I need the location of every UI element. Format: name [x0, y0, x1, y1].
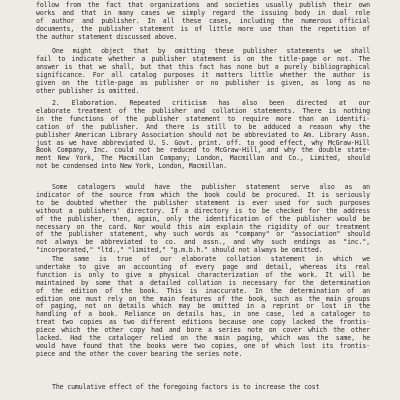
text-line: The same is true of our elaborate collation statement in which we: [52, 255, 370, 263]
text-line: the author statement discussed above.: [36, 32, 178, 41]
text-line: elaborate treatment of the publisher and collation statements. There is nothing: [36, 106, 370, 115]
text-line: answer is that we shall, but that this fact has none but a purely bibliographical: [36, 62, 370, 71]
text-line: indicator of the source from which the book could be procured. It is seriously: [36, 190, 370, 199]
text-line: 2. Elaboration. Repeated criticism has also been directed at our: [52, 99, 370, 107]
text-line: piece which the other copy had and bore a series note on cover which the other: [36, 326, 370, 335]
text-line: given on the title-page as publisher or no publisher is given, as long as no: [36, 78, 370, 87]
text-line: of the publisher, then, again, only the identification of the publisher would be: [36, 214, 370, 223]
text-line: One might object that by omitting these publisher statements we shall: [52, 47, 370, 55]
text-line: Book Company, Inc. could not be reduced to McGraw-Hill, and why the double state-: [36, 146, 370, 155]
text-line: fail to indicate whether a publisher statement is on the title-page or not. The: [36, 54, 370, 63]
paragraph: [36, 384, 370, 392]
text-line: in the functions of the publisher statement to require more than an identifi-: [36, 114, 370, 123]
text-line: cation of the publisher. And there is still to be adduced a reason why the: [36, 122, 370, 131]
text-line: follow from the fact that organizations and societies usually publish their own: [36, 1, 370, 9]
text-line: works and that in many cases we simply regard the issuing body in dual role: [36, 8, 370, 17]
paragraph: [36, 100, 370, 171]
text-line: The cumulative effect of the foregoing factors is to increase the cost: [52, 383, 320, 391]
paragraph: [36, 2, 370, 42]
text-line: ment New York, The Macmillan Company; London, Macmillan and Co., Limited, should: [36, 154, 370, 163]
text-line: just as we have abbreviated U. S. Govt. print. off. to good effect, why McGraw-Hill: [36, 138, 370, 147]
text-line: not always be abbreviated to co. and assn., and why such endings as "inc.",: [36, 238, 370, 247]
text-line: would have found that the books were two copies, one of which lost its frontis-: [36, 341, 370, 350]
text-line: to be doubted whether the publisher statement is ever used for such purposes: [36, 198, 370, 207]
text-line: Some catalogers would have the publisher statement serve also as an: [52, 183, 370, 191]
text-line: of paging, not on details which may be omitted in a reprint or lost in the: [36, 302, 370, 311]
text-line: lacked. Had the cataloger relied on the main paging, which was the same, he: [36, 334, 370, 343]
text-line: without a publishers' directory. If a directory is to be checked for the address: [36, 206, 370, 215]
text-line: significance. For all catalog purposes it matters little whether the author is: [36, 70, 370, 79]
text-line: of author and publisher. In all these cases, including the numerous official: [36, 16, 370, 25]
text-line: of the publisher statement, why such words as "company" or "association" should: [36, 230, 370, 239]
text-line: undertake to give an accounting of every page and detail, whereas its real: [36, 262, 370, 271]
text-line: necessary on the card. Nor would this aim explain the rigidity of our treatment: [36, 222, 370, 231]
text-line: other publisher is omitted.: [36, 86, 140, 95]
paragraph: [36, 48, 370, 95]
text-line: not be condensed into New York, London, Macmillan.: [36, 162, 227, 171]
paragraph: [36, 256, 370, 359]
paragraph: [36, 184, 370, 255]
text-line: handling of a book. Reliance on details has, in one case, led a cataloger to: [36, 310, 370, 319]
text-line: edition one must rely on the main features of the book, such as the main groups: [36, 294, 370, 303]
text-line: treat two copies as two different editions because one copy lacked the frontis-: [36, 318, 370, 327]
text-line: maintained by some that a detailed collation is necessary for the determination: [36, 278, 370, 287]
text-line: of the edition of the book. This is inaccurate. In the determination of an: [36, 286, 370, 295]
text-line: "incorporated," "ltd.," "limited," "g.m.b.h." should not always be omitted.: [36, 246, 323, 255]
text-line: publisher American Library Association should not be abbreviated to Am. Library Assn.: [36, 130, 370, 139]
text-line: function is only to give a physical characterization of the work. It will be: [36, 270, 370, 279]
text-line: piece and the other the cover bearing the series note.: [36, 349, 243, 358]
text-line: documents, the publisher statement is of little more use than the repetition of: [36, 24, 370, 33]
